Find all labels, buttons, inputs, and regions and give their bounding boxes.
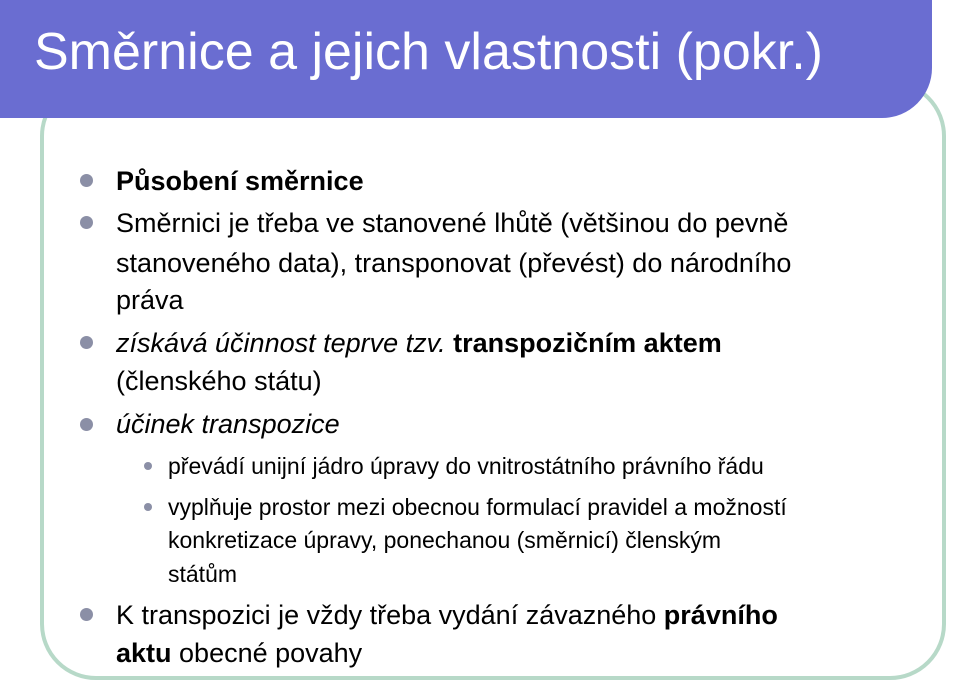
sub-bullet-icon	[144, 462, 152, 470]
bullet-2-line-2: stanoveného data), transponovat (převést) do národního	[116, 248, 792, 278]
bullet-2-line-3: práva	[116, 285, 184, 315]
bullet-icon	[80, 336, 93, 349]
bullet-5-text: K transpozici je vždy třeba vydání závazného	[116, 600, 664, 630]
slide-title: Směrnice a jejich vlastnosti (pokr.)	[34, 23, 823, 81]
bullet-icon	[80, 608, 93, 621]
sub-bullet-2-line-3: státům	[168, 561, 238, 587]
sub-bullet-2-line-2: konkretizace úpravy, ponechanou (směrnicí) členským	[168, 527, 722, 553]
bullet-3-bold: transpozičním aktem	[453, 328, 722, 358]
sub-bullet-1-text: převádí unijní jádro úpravy do vnitrostátního právního řádu	[168, 453, 764, 479]
bullet-2-line-1: Směrnici je třeba ve stanovené lhůtě (většinou do pevně	[116, 208, 789, 238]
bullet-1-text: Působení směrnice	[116, 166, 364, 196]
bullet-3-line-2: (členského státu)	[116, 366, 322, 396]
bullet-5-line-1	[116, 595, 778, 635]
bullet-4-text: účinek transpozice	[116, 409, 340, 439]
bullet-5-line-2	[116, 633, 362, 673]
bullet-icon	[80, 418, 93, 431]
bullet-5-bold-2: aktu	[116, 638, 172, 668]
bullet-3-italic: získává účinnost teprve tzv.	[116, 328, 454, 358]
bullet-icon	[80, 174, 93, 187]
bullet-5-rest: obecné povahy	[171, 638, 363, 668]
title-bar	[0, 0, 932, 118]
bullet-icon	[80, 216, 93, 229]
sub-bullet-2-line-1: vyplňuje prostor mezi obecnou formulací pravidel a možností	[168, 494, 787, 520]
bullet-3-line-1	[116, 323, 722, 363]
bullet-5-bold-1: právního	[663, 600, 778, 630]
sub-bullet-icon	[144, 503, 152, 511]
